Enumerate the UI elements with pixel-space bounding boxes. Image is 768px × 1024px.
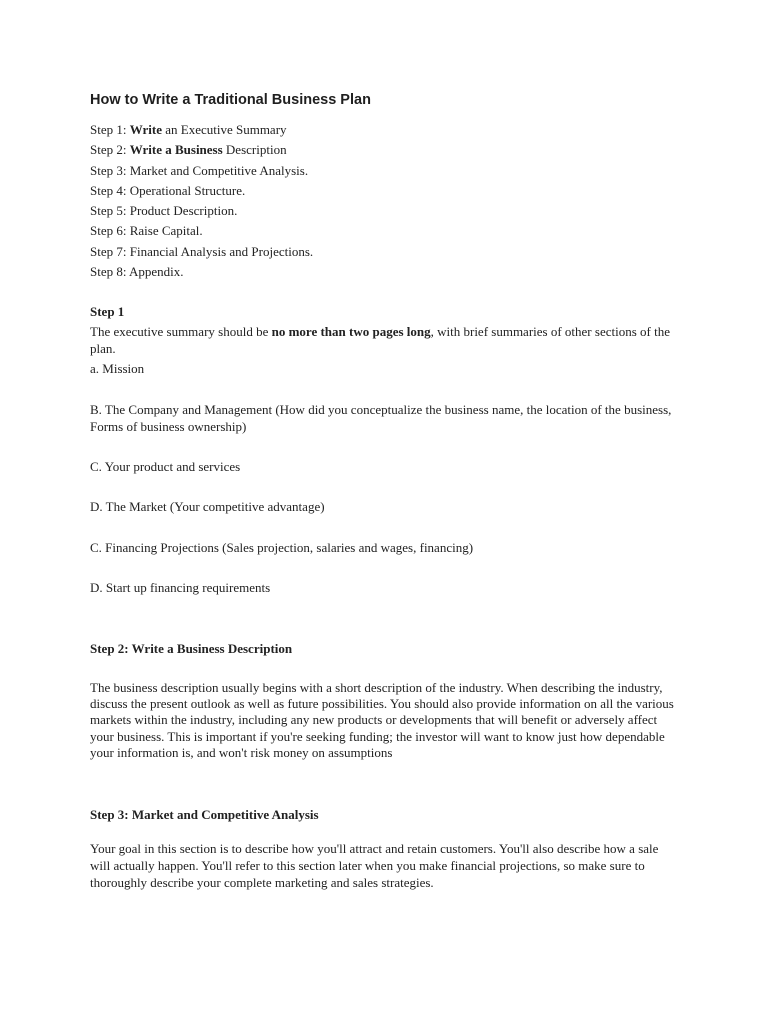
steps-list-item: Step 1: Write an Executive Summary xyxy=(90,122,287,137)
step1-item-mission: a. Mission xyxy=(90,361,145,376)
step1-summary: The executive summary should be no more than two pages long, with brief summaries of other sections of the plan. xyxy=(90,324,670,356)
step1-item-startup: D. Start up financing requirements xyxy=(90,580,271,595)
steps-list xyxy=(90,121,313,283)
step2-heading: Step 2: Write a Business Description xyxy=(90,641,293,656)
step2-body: The business description usually begins with a short description of the industry. When describing the industry, discuss the present outlook as well as future possibilities. You should also provide information on all the various markets within the industry, including any new products or developments that will benefit or adversely affect your business. This is important if you're seeking funding; the investor will want to know just how dependable your information is, and won't risk money on assumptions xyxy=(90,680,674,760)
step1-heading: Step 1 xyxy=(90,304,125,319)
steps-list-item: Step 3: Market and Competitive Analysis. xyxy=(90,162,309,178)
steps-list-item: Step 7: Financial Analysis and Projections. xyxy=(90,243,314,259)
step1-item-market: D. The Market (Your competitive advantage) xyxy=(90,499,325,514)
steps-list-item: Step 8: Appendix. xyxy=(90,264,184,280)
steps-list-item: Step 4: Operational Structure. xyxy=(90,182,246,198)
step1-item-financing: C. Financing Projections (Sales projection, salaries and wages, financing) xyxy=(90,540,474,555)
steps-list-item: Step 6: Raise Capital. xyxy=(90,223,203,239)
step3-body: Your goal in this section is to describe how you'll attract and retain customers. You'll also describe how a sale will actually happen. You'll refer to this section later when you make financial projections, so make sure to thoroughly describe your complete marketing and sales strategies. xyxy=(90,841,659,890)
step1-item-company: B. The Company and Management (How did you conceptualize the business name, the location of the business, Forms of business ownership) xyxy=(90,402,672,434)
document-title: How to Write a Traditional Business Plan xyxy=(90,92,371,108)
step3-heading: Step 3: Market and Competitive Analysis xyxy=(90,807,319,822)
step1-item-product: C. Your product and services xyxy=(90,459,241,474)
steps-list-item: Step 2: Write a Business Description xyxy=(90,142,287,158)
steps-list-item: Step 5: Product Description. xyxy=(90,203,238,219)
